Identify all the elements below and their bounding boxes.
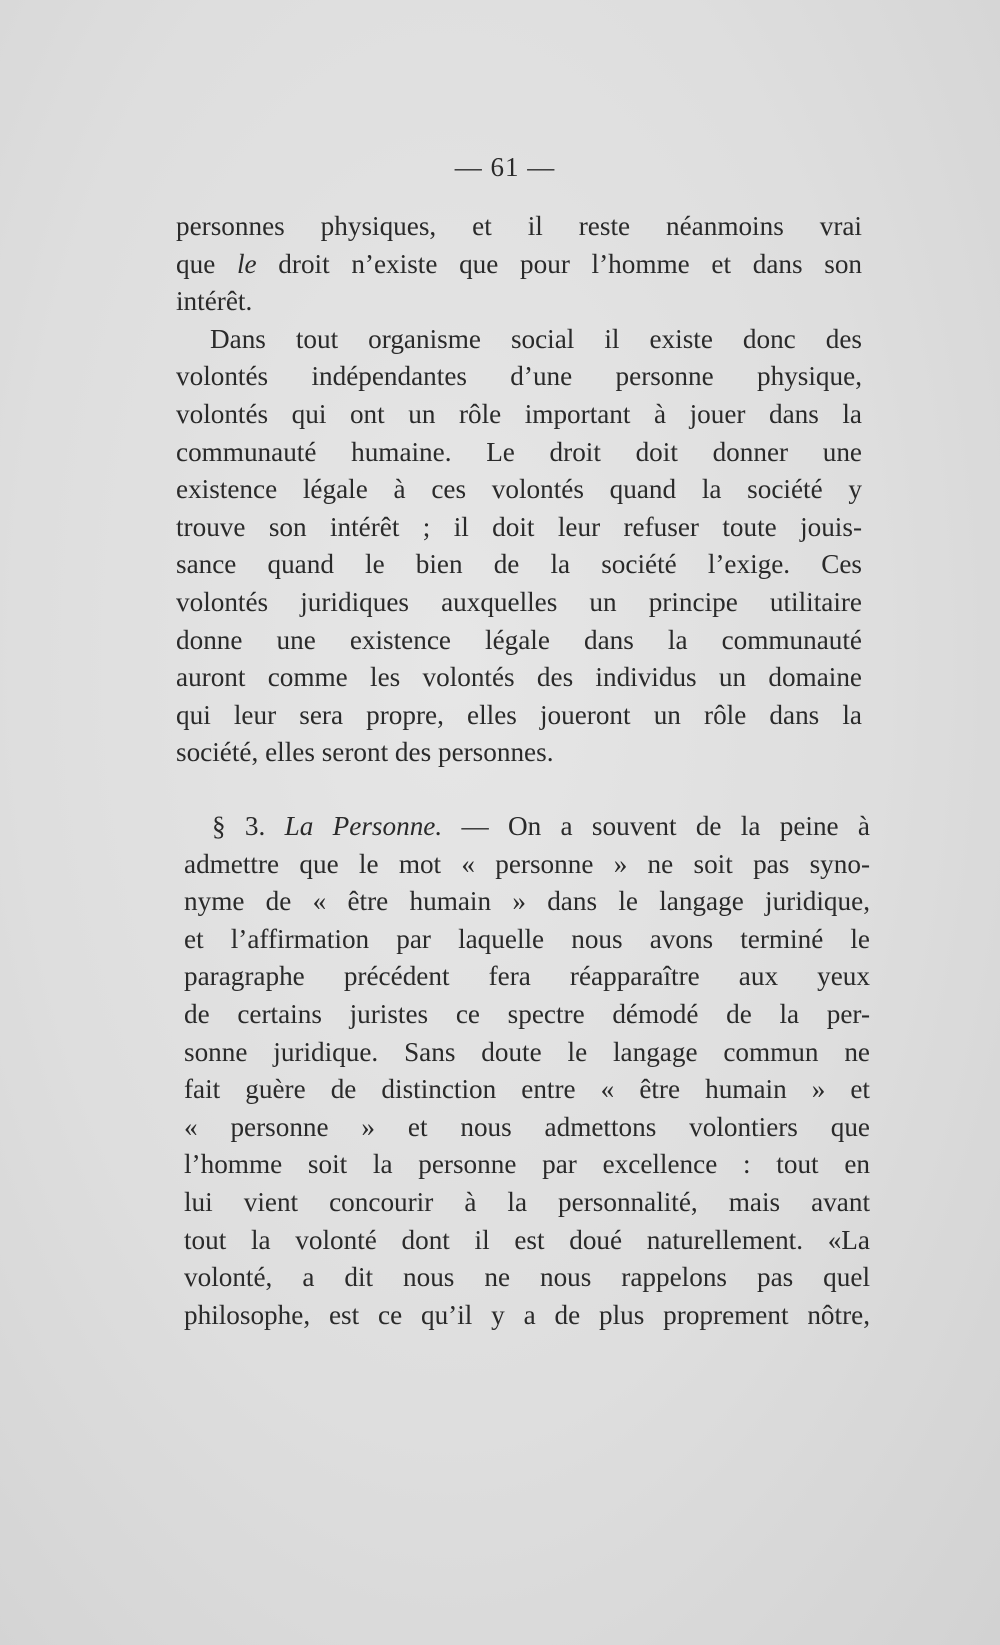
text-line: sance quand le bien de la société l’exige. Ces [176,549,862,580]
section-number: § 3. [212,811,266,841]
text-line: philosophe, est ce qu’il y a de plus proprement nôtre, [184,1299,870,1330]
text-line: sonne juridique. Sans doute le langage commun ne [184,1036,870,1067]
text-line: de certains juristes ce spectre démodé de la per- [184,998,870,1029]
text-line: communauté humaine. Le droit doit donner une [176,436,862,467]
text-line: Dans tout organisme social il existe donc des [210,323,862,354]
section-title: La Personne. [284,811,443,841]
text-fragment: — On a souvent de la peine à [461,811,871,841]
text-line: volonté, a dit nous ne nous rappelons pas quel [184,1262,870,1293]
text-line: intérêt. [176,286,253,317]
text-line: et l’affirmation par laquelle nous avons terminé le [184,923,870,954]
text-line: trouve son intérêt ; il doit leur refuser toute jouis- [176,511,862,542]
text-line: qui leur sera propre, elles joueront un rôle dans la [176,699,862,730]
text-line [176,246,862,284]
page-number: — 61 — [454,152,556,182]
italic-word: le [236,248,257,279]
text-line: donne une existence légale dans la communauté [176,624,862,655]
text-line: volontés juridiques auxquelles un principe utilitaire [176,586,862,617]
text-line: volontés indépendantes d’une personne physique, [176,361,862,392]
text-line: l’homme soit la personne par excellence : tout en [184,1149,870,1180]
text-line: société, elles seront des personnes. [176,737,554,768]
text-line: tout la volonté dont il est doué naturellement. «La [184,1224,870,1255]
text-line: volontés qui ont un rôle important à jouer dans la [176,398,862,429]
text-line: paragraphe précédent fera réapparaître aux yeux [184,961,870,992]
text-line: existence légale à ces volontés quand la société y [176,474,862,505]
text-line: auront comme les volontés des individus un domaine [176,662,862,693]
text-fragment: droit n’existe que pour l’homme et dans son [278,248,863,279]
text-line: nyme de « être humain » dans le langage juridique, [184,886,870,917]
text-line: « personne » et nous admettons volontiers que [184,1111,870,1142]
text-line: fait guère de distinction entre « être humain » et [184,1074,870,1105]
text-block-upper [176,208,862,772]
section-heading-line [184,808,870,846]
text-block-section-3 [184,808,870,1334]
text-line: lui vient concourir à la personnalité, mais avant [184,1186,870,1217]
text-fragment: que [176,248,216,279]
text-line: personnes physiques, et il reste néanmoins vrai [176,211,862,241]
text-line: admettre que le mot « personne » ne soit pas syno- [184,848,870,879]
